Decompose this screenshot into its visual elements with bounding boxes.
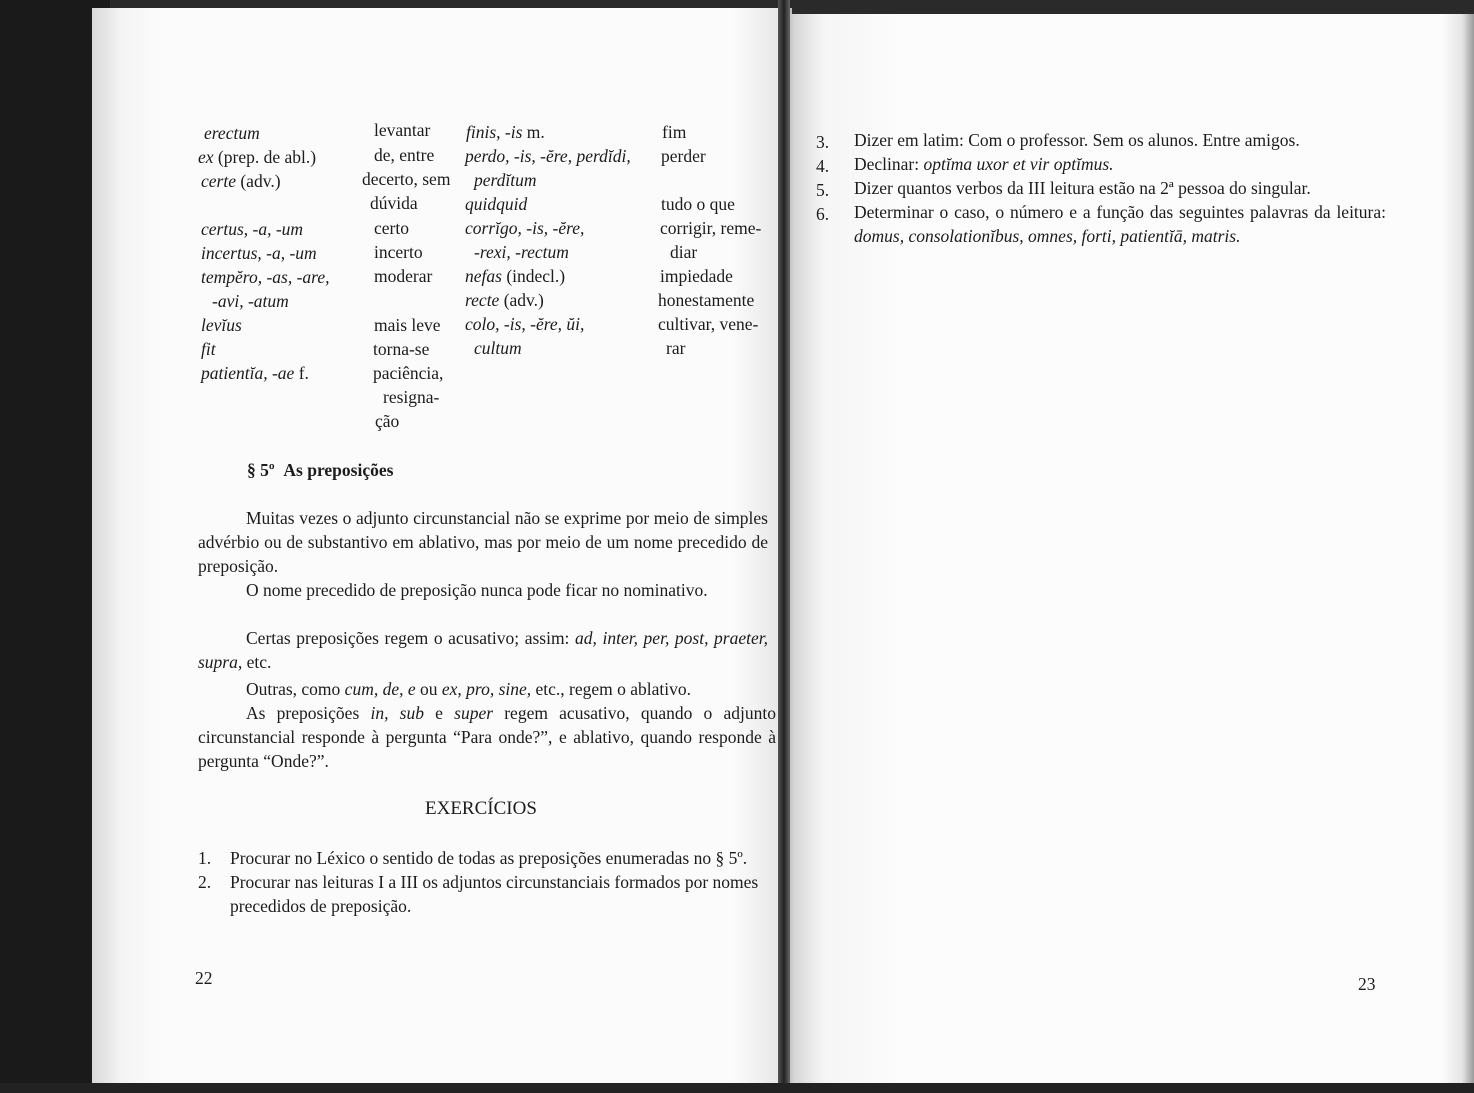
vocab-latin: erectum [204,123,260,143]
vocab-latin: tempĕro, -as, -are, [201,267,330,287]
exercise-text: Determinar o caso, o número e a função das seguintes palavras da leitura: domus, consolationĭbus, omnes, forti, patientĭā, matris. [854,202,1386,246]
vocab-latin: ex (prep. de abl.) [198,147,317,167]
exercise-text: Dizer em latim: Com o professor. Sem os alunos. Entre amigos. [854,130,1300,150]
exercises-title: EXERCÍCIOS [425,798,537,819]
vocab-meaning: tudo o que [661,194,735,214]
vocab-latin: finis, -is m. [466,122,545,142]
exercise-number: 5. [816,180,830,200]
vocab-latin: incertus, -a, -um [201,243,317,263]
vocab-meaning: ção [375,411,400,431]
vocab-meaning: levantar [374,120,431,140]
vocab-meaning: corrigir, reme- [660,218,762,238]
vocab-meaning: torna-se [373,339,430,359]
vocab-meaning: perder [661,146,706,166]
vocab-latin: corrĭgo, -is, -ĕre, [465,218,585,238]
vocab-latin: cultum [474,338,522,358]
exercise-item [198,870,768,918]
vocab-latin: quidquid [465,194,528,214]
vocab-meaning: resigna- [383,387,440,407]
exercise-text: Dizer quantos verbos da III leitura estão na 2ª pessoa do singular. [854,178,1311,198]
exercise-number: 4. [816,156,830,176]
vocab-meaning: impiedade [660,266,733,286]
vocab-meaning: certo [374,218,409,238]
paragraph-2: O nome precedido de preposição nunca pode ficar no nominativo. [246,580,708,600]
exercise-number: 2. [198,872,212,892]
vocab-meaning: rar [666,338,686,358]
exercise-list-left [198,846,768,918]
paragraph-5: As preposições in, sub e super regem acusativo, quando o adjunto circunstancial responde à pergunta “Para onde?”, e ablativo, quando responde à pergunta “Onde?”. [198,703,776,771]
vocab-latin: colo, -is, -ĕre, ŭi, [465,314,585,334]
vocab-latin: perdo, -is, -ĕre, perdĭdi, [465,146,631,166]
exercise-list-right [816,128,1386,248]
exercise-text: Procurar no Léxico o sentido de todas as preposições enumeradas no § 5º. [230,848,748,868]
vocab-meaning: honestamente [658,290,755,310]
vocab-latin: certus, -a, -um [201,219,304,239]
vocab-latin: -rexi, -rectum [474,242,569,262]
vocab-latin: perdĭtum [474,170,537,190]
vocab-meaning: mais leve [374,315,441,335]
paragraph-3: Certas preposições regem o acusativo; assim: ad, inter, per, post, praeter, supra, etc. [198,628,769,672]
exercise-text: Procurar nas leituras I a III os adjuntos circunstanciais formados por nomes precedidos de preposição. [230,872,759,916]
vocab-meaning: paciência, [373,363,444,383]
vocab-meaning: fim [662,122,687,142]
exercise-item [198,846,768,870]
vocab-meaning: diar [670,242,698,262]
vocab-latin: fit [201,339,216,359]
paragraph-1: Muitas vezes o adjunto circunstancial não se exprime por meio de simples advérbio ou de substantivo em ablativo, mas por meio de um nome precedido de preposição. [198,508,768,576]
page-number-right: 23 [1358,974,1376,994]
vocab-meaning: dúvida [370,193,418,213]
page-number-left: 22 [195,968,213,988]
vocab-latin: -avi, -atum [212,291,289,311]
vocab-latin: levĭus [201,315,242,335]
exercise-item [816,176,1386,200]
exercise-item [816,152,1386,176]
book-gutter [778,0,790,1093]
vocab-meaning: decerto, sem [362,169,451,189]
exercise-number: 1. [198,848,212,868]
vocab-meaning: de, entre [374,145,435,165]
exercise-item [816,128,1386,152]
paragraph-4: Outras, como cum, de, e ou ex, pro, sine, etc., regem o ablativo. [246,679,692,699]
bottom-edge [0,1083,1474,1093]
vocab-latin: nefas (indecl.) [465,266,566,286]
exercise-number: 6. [816,204,830,224]
exercise-item [816,200,1386,248]
vocab-meaning: cultivar, vene- [658,314,759,334]
exercise-number: 3. [816,132,830,152]
vocab-meaning: incerto [374,242,423,262]
section-heading: § 5º As preposições [247,460,394,480]
vocab-latin: patientĭa, -ae f. [201,363,309,383]
vocab-meaning: moderar [374,266,433,286]
exercise-text: Declinar: optĭma uxor et vir optĭmus. [854,154,1114,174]
vocab-latin: recte (adv.) [465,290,544,310]
vocab-latin: certe (adv.) [201,171,281,191]
